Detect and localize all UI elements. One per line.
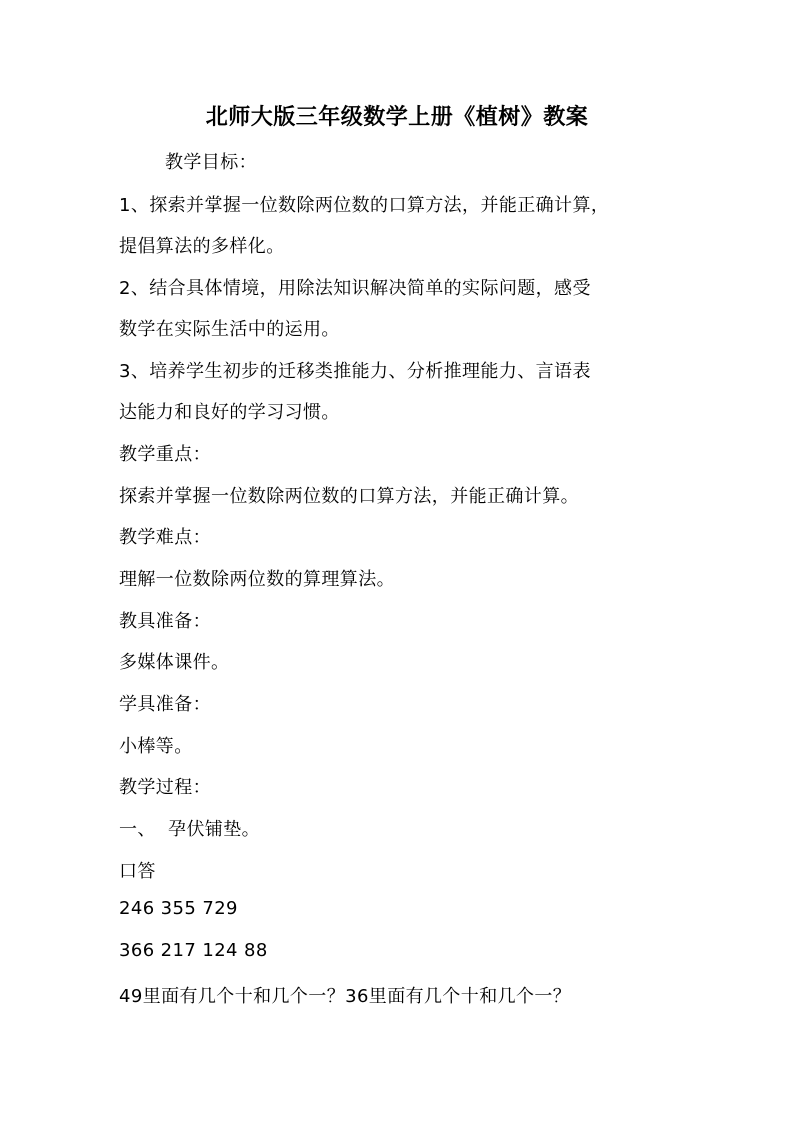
- document-title: 北师大版三年级数学上册《植树》教案: [205, 105, 589, 130]
- number-line: 366 217 124 88: [119, 940, 268, 961]
- paragraph-line: 多媒体课件。: [119, 652, 230, 673]
- section-heading-objectives: 教学目标：: [165, 152, 257, 173]
- paragraph-line: 3、培养学生初步的迁移类推能力、分析推理能力、言语表: [119, 361, 591, 382]
- paragraph-line: 小棒等。: [119, 736, 193, 757]
- paragraph-line: 口答: [119, 861, 156, 882]
- paragraph-line: 数学在实际生活中的运用。: [119, 319, 340, 340]
- paragraph-line: 1、探索并掌握一位数除两位数的口算方法，并能正确计算，: [119, 195, 610, 216]
- paragraph-line: 理解一位数除两位数的算理算法。: [119, 569, 395, 590]
- paragraph-line: 达能力和良好的学习习惯。: [119, 402, 340, 423]
- section-heading-process: 教学过程：: [119, 777, 211, 798]
- paragraph-line: 探索并掌握一位数除两位数的口算方法，并能正确计算。: [119, 486, 579, 507]
- section-heading-key-points: 教学重点：: [119, 444, 211, 465]
- section-heading-teaching-aids: 教具准备：: [119, 611, 211, 632]
- paragraph-line: 2、结合具体情境，用除法知识解决简单的实际问题，感受: [119, 278, 591, 299]
- number-line: 246 355 729: [119, 898, 238, 919]
- paragraph-line: 一、 孕伏铺垫。: [119, 819, 261, 840]
- paragraph-line: 49里面有几个十和几个一？36里面有几个十和几个一？: [119, 986, 572, 1007]
- section-heading-difficulties: 教学难点：: [119, 527, 211, 548]
- section-heading-learning-aids: 学具准备：: [119, 694, 211, 715]
- paragraph-line: 提倡算法的多样化。: [119, 236, 285, 257]
